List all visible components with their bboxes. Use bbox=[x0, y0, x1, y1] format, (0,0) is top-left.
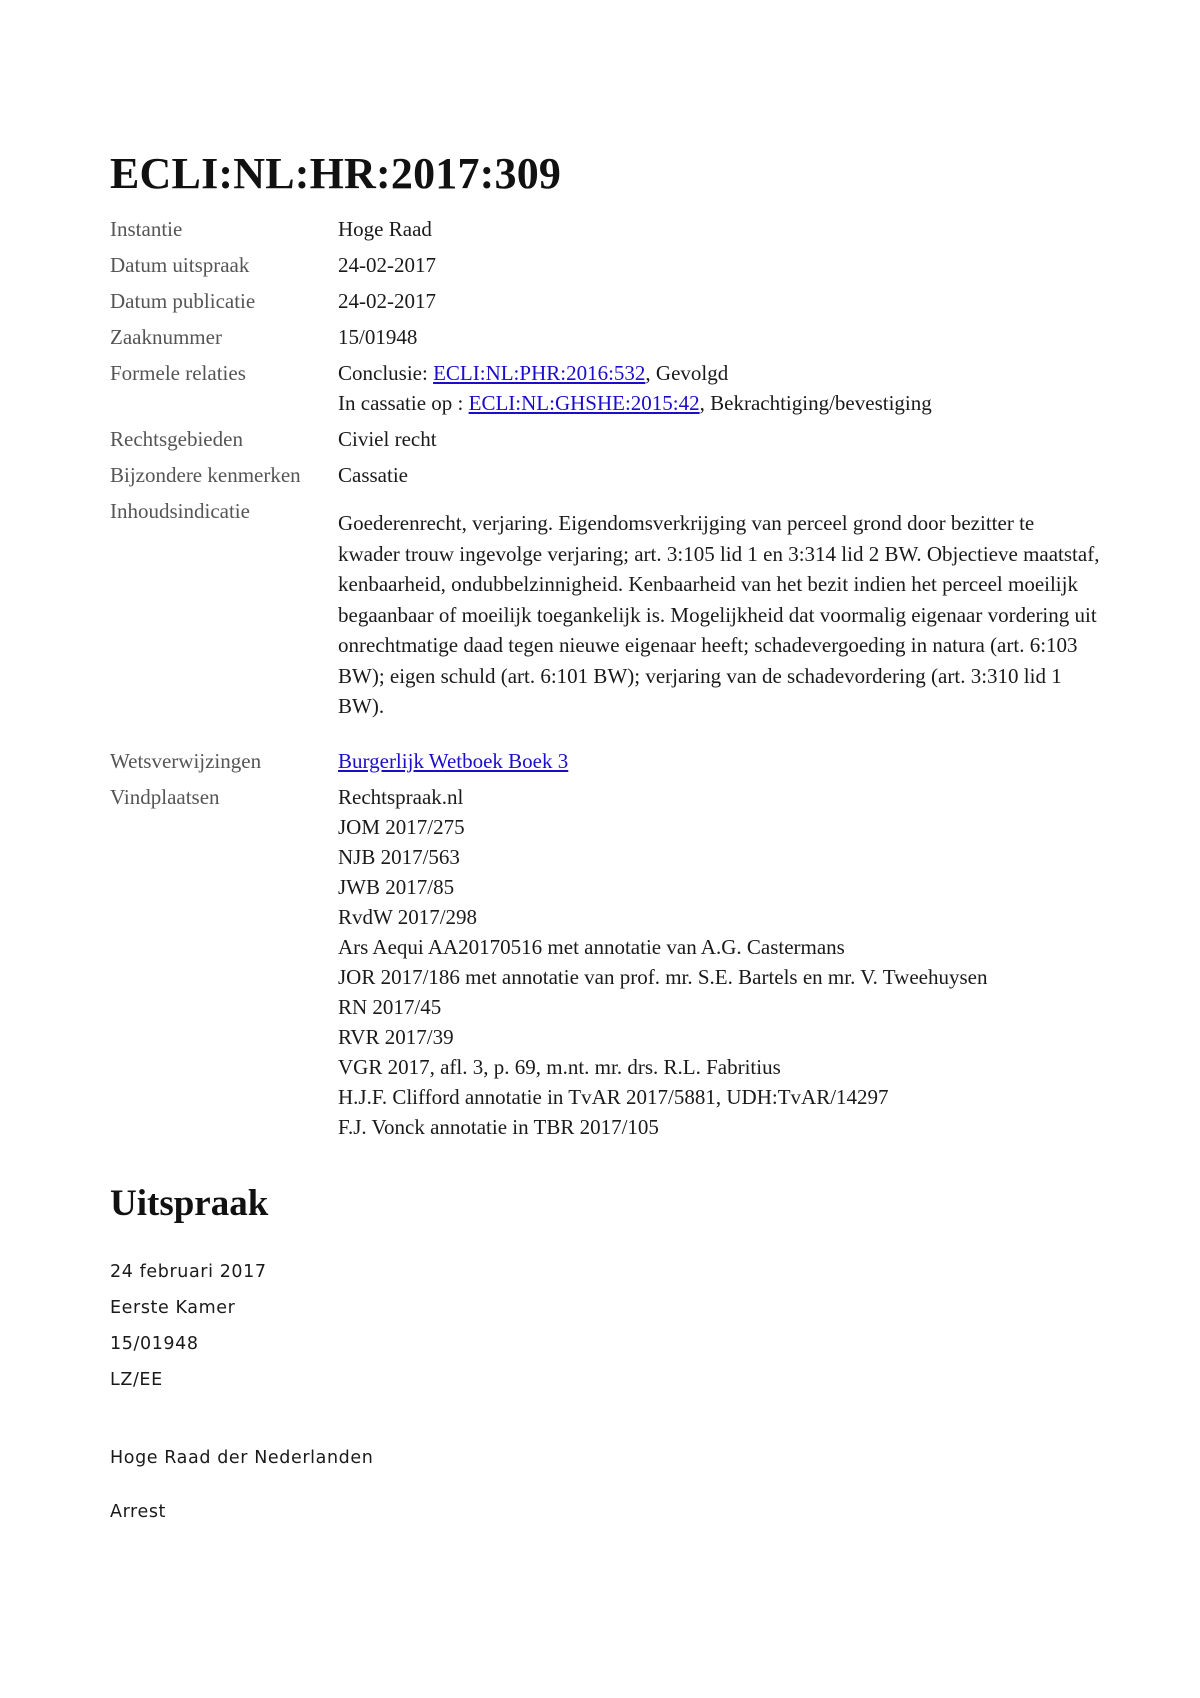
meta-value-wetsverwijzingen bbox=[338, 746, 1100, 776]
meta-row-rechtsgebieden bbox=[110, 424, 1100, 454]
meta-row-inhoudsindicatie bbox=[110, 496, 1100, 722]
inhoudsindicatie-text: Goederenrecht, verjaring. Eigendomsverkrijging van perceel grond door bezitter te kwader trouw ingevolge verjaring; art. 3:105 lid 1 en 3:314 lid 2 BW. Objectieve maatstaf, kenbaarheid, ondubbelzinnigheid. Kenbaarheid van het bezit indien het perceel moeilijk begaanbaar of moeilijk toegankelijk is. Mogelijkheid dat voormalig eigenaar vordering uit onrechtmatige daad tegen nieuwe eigenaar heeft; schadevergoeding in natura (art. 6:103 BW); eigen schuld (art. 6:101 BW); verjaring van de schadevordering (art. 3:310 lid 1 BW). bbox=[338, 511, 1100, 718]
meta-value-inhoudsindicatie bbox=[338, 496, 1100, 722]
uitspraak-court: Hoge Raad der Nederlanden bbox=[110, 1447, 374, 1468]
meta-row-datum-publicatie bbox=[110, 286, 1100, 316]
uitspraak-kamer: Eerste Kamer bbox=[110, 1297, 236, 1318]
meta-row-zaaknummer bbox=[110, 322, 1100, 352]
vindplaats-item: JOM 2017/275 bbox=[338, 814, 465, 839]
meta-label-inhoudsindicatie: Inhoudsindicatie bbox=[110, 499, 250, 523]
uitspraak-heading: Uitspraak bbox=[110, 1182, 269, 1224]
relatie-cassatie bbox=[338, 388, 1100, 418]
vindplaats-item: Ars Aequi AA20170516 met annotatie van A.G. Castermans bbox=[338, 934, 845, 959]
wetsverwijzing-link[interactable]: Burgerlijk Wetboek Boek 3 bbox=[338, 748, 569, 773]
vindplaats-item: JOR 2017/186 met annotatie van prof. mr. S.E. Bartels en mr. V. Tweehuysen bbox=[338, 964, 988, 989]
meta-value-zaaknummer: 15/01948 bbox=[338, 325, 418, 349]
uitspraak-spacer bbox=[110, 1398, 1100, 1440]
meta-label-datum-uitspraak: Datum uitspraak bbox=[110, 253, 250, 277]
uitspraak-type: Arrest bbox=[110, 1501, 167, 1522]
relatie-cassatie-suffix: , Bekrachtiging/bevestiging bbox=[699, 391, 932, 415]
meta-label-datum-publicatie: Datum publicatie bbox=[110, 289, 256, 313]
uitspraak-date: 24 februari 2017 bbox=[110, 1261, 267, 1282]
relatie-conclusie-suffix: , Gevolgd bbox=[645, 361, 729, 385]
meta-label-zaaknummer: Zaaknummer bbox=[110, 325, 222, 349]
meta-label-rechtsgebieden: Rechtsgebieden bbox=[110, 427, 243, 451]
vindplaats-item: H.J.F. Clifford annotatie in TvAR 2017/5881, UDH:TvAR/14297 bbox=[338, 1084, 889, 1109]
conclusie-link[interactable]: ECLI:NL:PHR:2016:532 bbox=[433, 361, 646, 385]
meta-row-datum-uitspraak bbox=[110, 250, 1100, 280]
document-page bbox=[110, 148, 1100, 1530]
vindplaats-item: F.J. Vonck annotatie in TBR 2017/105 bbox=[338, 1114, 659, 1139]
meta-label-wetsverwijzingen: Wetsverwijzingen bbox=[110, 748, 262, 773]
vindplaats-item: RvdW 2017/298 bbox=[338, 904, 478, 929]
meta-value-bijzondere-kenmerken: Cassatie bbox=[338, 463, 408, 487]
meta-value-formele-relaties bbox=[338, 358, 1100, 418]
meta-value-rechtsgebieden: Civiel recht bbox=[338, 427, 437, 451]
meta-label-bijzondere-kenmerken: Bijzondere kenmerken bbox=[110, 463, 301, 487]
meta-row-wetsverwijzingen bbox=[110, 746, 1100, 776]
relatie-conclusie-prefix: Conclusie: bbox=[338, 361, 434, 385]
meta-row-instantie bbox=[110, 214, 1100, 244]
meta-label-instantie: Instantie bbox=[110, 217, 183, 241]
meta-value-instantie: Hoge Raad bbox=[338, 217, 432, 241]
meta-label-vindplaatsen: Vindplaatsen bbox=[110, 784, 220, 809]
meta-value-datum-uitspraak: 24-02-2017 bbox=[338, 253, 436, 277]
vindplaats-item: VGR 2017, afl. 3, p. 69, m.nt. mr. drs. R.L. Fabritius bbox=[338, 1054, 781, 1079]
uitspraak-initialen: LZ/EE bbox=[110, 1369, 163, 1390]
relatie-conclusie bbox=[338, 358, 1100, 388]
uitspraak-spacer-small bbox=[110, 1476, 1100, 1494]
meta-row-bijzondere-kenmerken bbox=[110, 460, 1100, 490]
vindplaats-item: NJB 2017/563 bbox=[338, 844, 460, 869]
meta-row-formele-relaties bbox=[110, 358, 1100, 418]
page-title: ECLI:NL:HR:2017:309 bbox=[110, 149, 562, 198]
vindplaats-item: RVR 2017/39 bbox=[338, 1024, 454, 1049]
relatie-cassatie-prefix: In cassatie op : bbox=[338, 391, 469, 415]
vindplaats-item: Rechtspraak.nl bbox=[338, 784, 464, 809]
cassatie-link[interactable]: ECLI:NL:GHSHE:2015:42 bbox=[468, 391, 700, 415]
uitspraak-body bbox=[110, 1254, 1100, 1530]
uitspraak-zaaknummer: 15/01948 bbox=[110, 1333, 199, 1354]
vindplaats-item: JWB 2017/85 bbox=[338, 874, 455, 899]
meta-value-datum-publicatie: 24-02-2017 bbox=[338, 289, 436, 313]
meta-row-vindplaatsen bbox=[110, 782, 1100, 1142]
meta-value-vindplaatsen bbox=[338, 782, 1100, 1142]
meta-label-formele-relaties: Formele relaties bbox=[110, 361, 246, 385]
vindplaats-item: RN 2017/45 bbox=[338, 994, 442, 1019]
